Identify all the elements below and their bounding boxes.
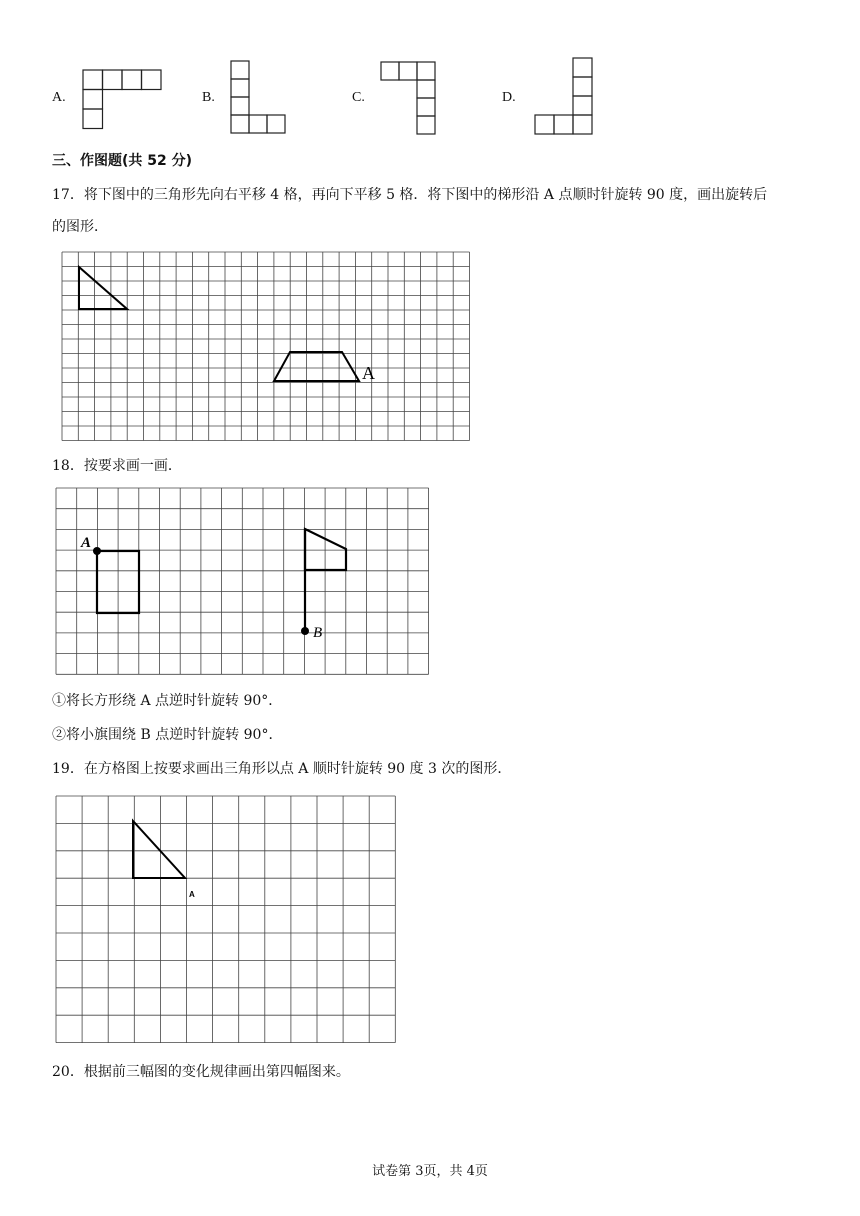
- option-b-label: B.: [202, 90, 215, 105]
- page-footer: 试卷第 3页，共 4页: [372, 1164, 488, 1179]
- q19-grid: [56, 796, 395, 1043]
- q17-text-line2: 的图形．: [52, 219, 108, 235]
- q19-grid-figure: [55, 795, 395, 1045]
- option-a-label: A.: [52, 90, 66, 105]
- option-c-label: C.: [352, 90, 365, 105]
- q17-text-line1: 17．将下图中的三角形先向右平移 4 格，再向下平移 5 格．将下图中的梯形沿 A 点顺时针旋转 90 度，画出旋转后: [52, 187, 768, 203]
- q17-grid: [62, 252, 470, 441]
- option-c-figure: [380, 61, 438, 137]
- q17-point-a-label: A: [362, 363, 375, 383]
- q18-text: 18．按要求画一画．: [52, 458, 182, 474]
- q19-text: 19．在方格图上按要求画出三角形以点 A 顺时针旋转 90 度 3 次的图形．: [52, 761, 512, 777]
- option-a-figure: [82, 69, 164, 129]
- option-b-figure: [230, 60, 288, 136]
- q18-point-a: [93, 547, 101, 555]
- q17-trapezoid: [274, 352, 359, 381]
- q18-grid-figure: [55, 487, 431, 677]
- q18-sub2: ②将小旗围绕 B 点逆时针旋转 90°．: [52, 727, 283, 743]
- q18-grid: [56, 488, 429, 674]
- option-d-label: D.: [502, 90, 516, 105]
- section-title: 三、作图题(共 52 分): [52, 153, 193, 169]
- q18-point-a-label: A: [81, 535, 92, 551]
- q18-sub1: ①将长方形绕 A 点逆时针旋转 90°．: [52, 693, 283, 709]
- q19-triangle: [133, 821, 185, 878]
- option-d-figure: [534, 57, 596, 137]
- q19-point-a-label: A: [189, 890, 195, 899]
- q18-point-b-label: B: [313, 625, 323, 641]
- q17-grid-figure: [61, 251, 473, 441]
- q20-text: 20．根据前三幅图的变化规律画出第四幅图来。: [52, 1064, 350, 1080]
- q18-point-b: [301, 627, 309, 635]
- q17-triangle: [79, 267, 127, 309]
